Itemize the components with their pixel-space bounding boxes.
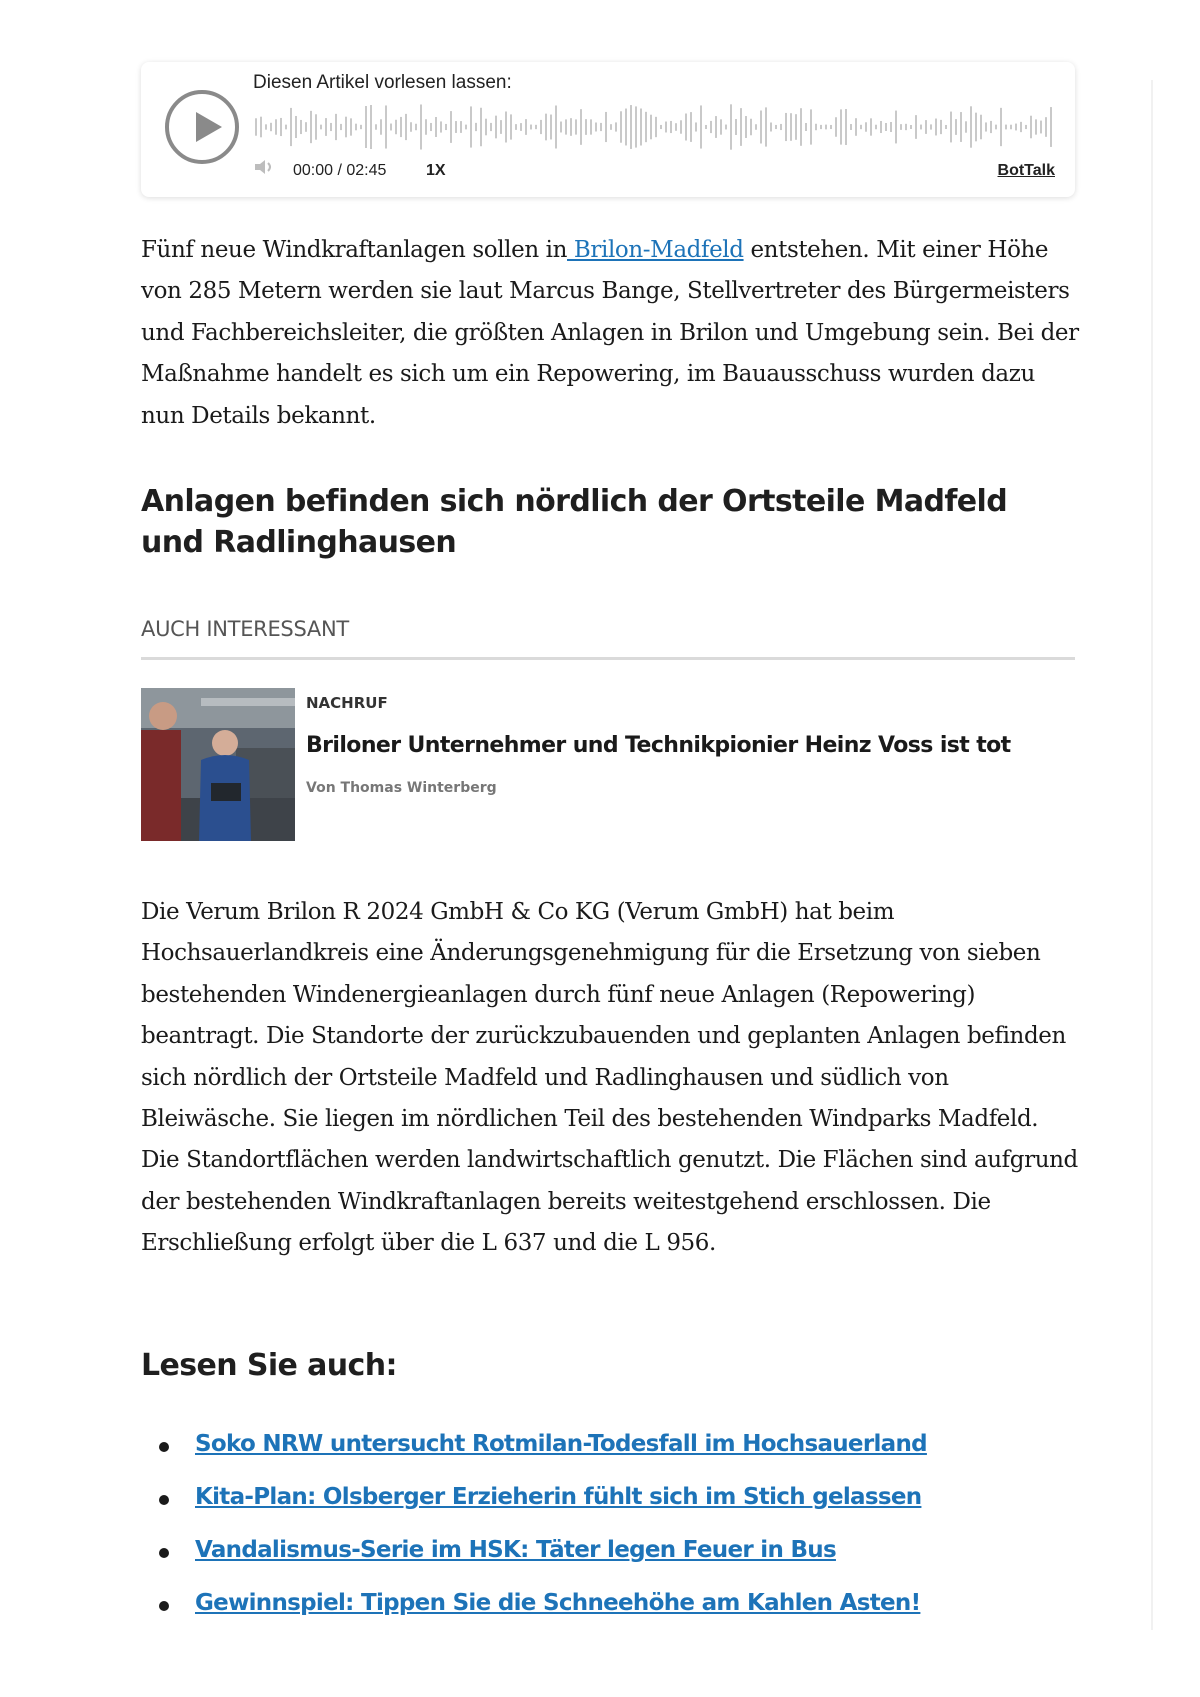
aside-divider (141, 657, 1075, 660)
related-link[interactable]: Vandalismus-Serie im HSK: Täter legen Feuer in Bus (195, 1537, 836, 1563)
waveform-bar (985, 122, 987, 131)
waveform-bar (750, 119, 752, 136)
waveform-bar (760, 111, 762, 144)
waveform-bar (485, 119, 487, 136)
waveform-bar (685, 114, 687, 141)
waveform-bar (785, 113, 787, 141)
waveform-bar (280, 118, 282, 136)
waveform-bar (510, 114, 512, 139)
waveform-bar (625, 109, 627, 146)
waveform-bar (790, 113, 792, 141)
waveform-bar (1035, 119, 1037, 134)
waveform-bar (495, 116, 497, 139)
waveform-bar (590, 119, 592, 134)
waveform-bar (515, 124, 517, 130)
waveform-bar (295, 116, 297, 138)
waveform-bar (810, 109, 812, 144)
waveform-bar (825, 125, 827, 130)
waveform-bar (710, 121, 712, 133)
waveform-bar (1050, 107, 1052, 147)
waveform-bar (505, 111, 507, 142)
waveform-bar (885, 123, 887, 131)
waveform-bar (940, 120, 942, 134)
waveform-bar (260, 117, 262, 138)
waveform-scrubber[interactable] (253, 102, 1053, 152)
bullet-icon (159, 1495, 169, 1505)
waveform-bar (345, 117, 347, 138)
waveform-bar (560, 122, 562, 133)
audio-player (141, 62, 1075, 197)
waveform-bar (300, 120, 302, 134)
waveform-bar (265, 124, 267, 129)
waveform-bar (365, 106, 367, 148)
waveform-bar (325, 118, 327, 136)
waveform-bar (705, 125, 707, 129)
waveform-bar (350, 118, 352, 135)
waveform-bar (720, 119, 722, 134)
brilon-madfeld-link[interactable]: Brilon-Madfeld (567, 237, 744, 263)
waveform-bar (960, 112, 962, 142)
waveform-bar (775, 125, 777, 129)
waveform-bar (660, 125, 662, 129)
waveform-bar (635, 106, 637, 147)
waveform-bar (425, 119, 427, 135)
related-links-list (155, 1424, 927, 1636)
waveform-bar (990, 121, 992, 133)
waveform-bar (375, 124, 377, 129)
waveform-bar (490, 123, 492, 131)
waveform-bar (395, 120, 397, 134)
waveform-bar (665, 122, 667, 133)
waveform-bar (975, 113, 977, 142)
player-label: Diesen Artikel vorlesen lassen: (253, 72, 512, 93)
waveform-bar (500, 120, 502, 134)
waveform-bar (615, 122, 617, 131)
waveform-bar (780, 124, 782, 130)
waveform-bar (1015, 124, 1017, 131)
aside-title: AUCH INTERESSANT (141, 617, 349, 641)
play-button[interactable] (165, 90, 239, 164)
waveform-bar (925, 120, 927, 134)
waveform-bar (445, 124, 447, 130)
waveform-bar (565, 119, 567, 134)
waveform-bar (555, 105, 557, 148)
waveform-bar (285, 125, 287, 130)
waveform-bar (390, 124, 392, 131)
waveform-bar (845, 109, 847, 145)
waveform-bar (435, 117, 437, 137)
waveform-bar (460, 121, 462, 133)
bullet-icon (159, 1442, 169, 1452)
waveform-bar (955, 119, 957, 135)
waveform-bar (330, 123, 332, 131)
waveform-bar (930, 124, 932, 129)
waveform-bar (475, 123, 477, 131)
waveform-bar (1010, 125, 1012, 130)
waveform-bar (585, 119, 587, 135)
waveform-bar (480, 108, 482, 146)
waveform-bar (465, 125, 467, 130)
waveform-bar (905, 124, 907, 130)
body-paragraph: Die Verum Brilon R 2024 GmbH & Co KG (Verum GmbH) hat beim Hochsauerlandkreis eine Änderungsgenehmigung für die Ersetzung von sieben bestehenden Windenergieanlagen durch fünf neue Anlagen (Repowering) beantragt. Die Standorte der zurückzubauenden und geplanten Anlagen befinden sich nördlich der Ortsteile Madfeld und Radlinghausen und südlich von Bleiwäsche. Sie liegen im nördlichen Teil des bestehenden Windparks Madfeld. Die Standortflächen werden landwirtschaftlich genutzt. Die Flächen sind aufgrund der bestehenden Windkraftanlagen bereits weitestgehend erschlossen. Die Erschließung erfolgt über die L 637 und die L 956. (141, 899, 1078, 1257)
waveform-bar (355, 124, 357, 131)
waveform-bar (970, 106, 972, 147)
teaser-kicker: NACHRUF (306, 694, 388, 712)
waveform-bar (725, 125, 727, 130)
waveform-bar (1020, 122, 1022, 132)
waveform-bar (655, 117, 657, 137)
waveform-bar (335, 114, 337, 140)
waveform-bar (640, 108, 642, 145)
bullet-icon (159, 1548, 169, 1558)
waveform-bar (580, 109, 582, 145)
waveform-bar (470, 106, 472, 147)
waveform-bar (595, 123, 597, 132)
waveform-bar (430, 123, 432, 131)
waveform-bar (305, 122, 307, 132)
waveform-bar (440, 121, 442, 132)
waveform-bar (980, 115, 982, 140)
waveform-bar (850, 124, 852, 130)
waveform-bar (450, 111, 452, 143)
waveform-bar (530, 125, 532, 130)
waveform-bar (715, 116, 717, 138)
list-item (155, 1424, 927, 1477)
bullet-icon (159, 1601, 169, 1611)
waveform-bar (400, 117, 402, 137)
waveform-bar (740, 108, 742, 146)
waveform-bar (675, 123, 677, 131)
waveform-bar (895, 111, 897, 144)
waveform-bar (410, 122, 412, 132)
page-edge-divider (1151, 80, 1153, 1630)
bottalk-link[interactable]: BotTalk (997, 162, 1055, 179)
waveform-bar (570, 118, 572, 136)
waveform-bar (420, 104, 422, 149)
waveform-bar (920, 125, 922, 130)
waveform-bar (815, 124, 817, 130)
waveform-bar (455, 121, 457, 133)
waveform-bar (550, 115, 552, 140)
waveform-bar (645, 112, 647, 142)
waveform-bar (370, 105, 372, 149)
waveform-bar (360, 125, 362, 129)
waveform-bar (1025, 125, 1027, 129)
waveform-bar (965, 121, 967, 132)
waveform-bar (620, 111, 622, 142)
waveform-bar (770, 122, 772, 131)
waveform-bar (820, 125, 822, 129)
waveform-bar (865, 122, 867, 131)
waveform-bar (1000, 108, 1002, 146)
waveform-bar (605, 112, 607, 142)
waveform-bar (840, 109, 842, 144)
waveform-bar (340, 124, 342, 130)
waveform-bar (315, 114, 317, 139)
waveform-bar (935, 119, 937, 136)
playback-time: 00:00 / 02:45 (293, 162, 387, 179)
waveform-bar (1040, 121, 1042, 134)
waveform-bar (380, 119, 382, 134)
waveform-bar (1045, 117, 1047, 137)
list-item (155, 1583, 927, 1636)
waveform-bar (945, 125, 947, 129)
teaser-headline-link[interactable]: Briloner Unternehmer und Technikpionier Heinz Voss ist tot (306, 733, 1011, 758)
waveform-bar (540, 120, 542, 134)
section-heading: Anlagen befinden sich nördlich der Ortsteile Madfeld und Radlinghausen (141, 484, 1008, 560)
waveform-bar (670, 121, 672, 133)
waveform-bar (890, 122, 892, 132)
waveform-bar (520, 123, 522, 131)
waveform-bar (835, 117, 837, 137)
related-link[interactable]: Gewinnspiel: Tippen Sie die Schneehöhe am Kahlen Asten! (195, 1590, 921, 1616)
waveform-bar (735, 119, 737, 135)
waveform-bar (610, 124, 612, 130)
waveform-bar (795, 114, 797, 140)
waveform-bar (700, 105, 702, 148)
waveform-bar (875, 125, 877, 130)
waveform-bar (690, 112, 692, 142)
waveform-bar (805, 123, 807, 131)
waveform-bar (405, 114, 407, 140)
waveform-bar (800, 108, 802, 146)
waveform-bar (600, 123, 602, 131)
waveform-bar (695, 122, 697, 131)
waveform-bar (1005, 125, 1007, 130)
playback-speed-button[interactable]: 1X (426, 162, 446, 179)
waveform-bar (630, 105, 632, 149)
waveform-bar (415, 124, 417, 130)
teaser-author: Von Thomas Winterberg (306, 780, 497, 796)
waveform-bar (830, 125, 832, 129)
waveform-bar (910, 125, 912, 129)
waveform-bar (765, 107, 767, 146)
waveform-bar (995, 125, 997, 130)
waveform-bar (310, 111, 312, 143)
waveform-bar (755, 124, 757, 130)
intro-text-end: entstehen. Mit einer Höhe von 285 Metern werden sie laut Marcus Bange, Stellvertreter des Bürgermeisters und Fachbereichsleiter, die größten Anlagen in Brilon und Umgebung sein. Bei der Maßnahme handelt es sich um ein Repowering, im Bauausschuss wurden dazu nun Details bekannt. (141, 237, 1079, 429)
read-also-heading: Lesen Sie auch: (141, 1348, 397, 1383)
waveform-bar (880, 121, 882, 133)
waveform-bar (535, 125, 537, 129)
waveform-bar (650, 115, 652, 140)
waveform-bar (545, 114, 547, 141)
waveform-bar (950, 112, 952, 143)
waveform-bar (745, 116, 747, 138)
waveform-bar (900, 124, 902, 130)
waveform-bar (275, 119, 277, 134)
waveform-bar (385, 105, 387, 148)
intro-text-start: Fünf neue Windkraftanlagen sollen in (141, 237, 568, 263)
waveform-bar (680, 120, 682, 133)
waveform-bar (270, 123, 272, 131)
waveform-bar (870, 118, 872, 135)
waveform-bar (575, 119, 577, 134)
waveform-bar (915, 115, 917, 139)
waveform-bar (290, 108, 292, 146)
waveform-bar (860, 125, 862, 129)
related-link[interactable]: Kita-Plan: Olsberger Erzieherin fühlt sich im Stich gelassen (195, 1484, 922, 1510)
list-item (155, 1477, 927, 1530)
waveform-bar (730, 104, 732, 149)
waveform-bar (255, 118, 257, 135)
waveform-bar (1030, 116, 1032, 139)
waveform-bar (320, 125, 322, 130)
list-item (155, 1530, 927, 1583)
teaser-image[interactable] (141, 688, 295, 841)
intro-paragraph (141, 230, 1081, 437)
waveform-bar (855, 118, 857, 136)
related-link[interactable]: Soko NRW untersucht Rotmilan-Todesfall im Hochsauerland (195, 1431, 927, 1457)
volume-icon[interactable] (253, 158, 275, 176)
waveform-bar (525, 119, 527, 135)
